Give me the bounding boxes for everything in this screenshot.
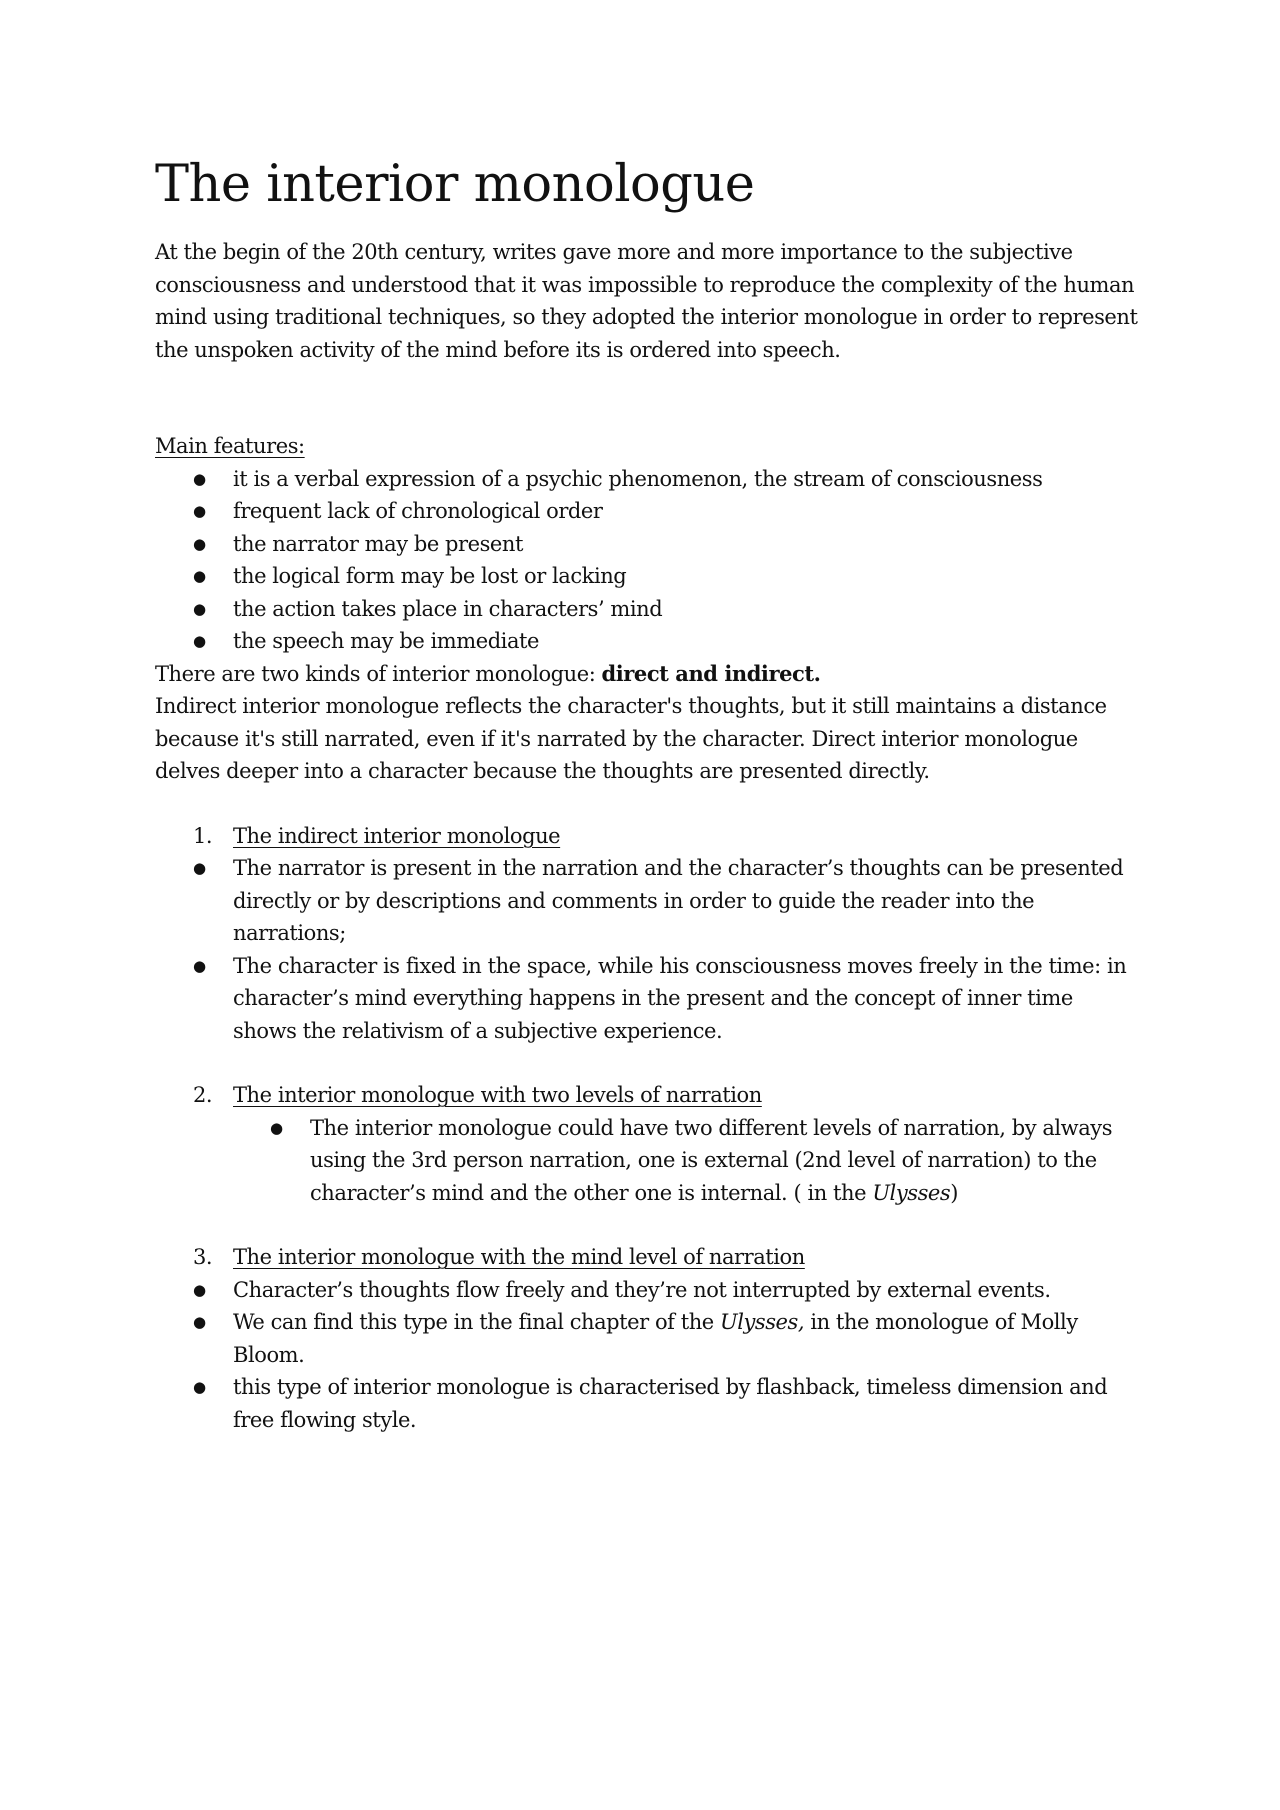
section-heading: 3. The interior monologue with the mind level of narration bbox=[193, 1245, 805, 1269]
list-item: ● We can find this type in the final chapter of the Ulysses, in the monologue of Molly Bloom. bbox=[155, 1306, 1140, 1371]
spacer bbox=[155, 366, 1140, 430]
section-two-levels bbox=[155, 1079, 1140, 1209]
list-item: ● The interior monologue could have two different levels of narration, by always using the 3rd person narration, one is external (2nd level of narration) to the character’s mind and the other one is internal. ( in the Ulysses) bbox=[155, 1112, 1140, 1210]
list-item: ● the action takes place in characters’ mind bbox=[155, 593, 1140, 626]
bullet-icon: ● bbox=[193, 502, 206, 520]
kinds-sentence: There are two kinds of interior monologue: direct and indirect. bbox=[155, 660, 821, 686]
bullet-icon: ● bbox=[193, 859, 206, 877]
list-item: ● the logical form may be lost or lacking bbox=[155, 560, 1140, 593]
spacer bbox=[155, 1209, 1140, 1241]
bullet-icon: ● bbox=[193, 1280, 206, 1299]
features-list bbox=[155, 463, 1140, 658]
section-mind-level bbox=[155, 1241, 1140, 1436]
list-item: ● The character is fixed in the space, while his consciousness moves freely in the time: in character’s mind everything happens in the present and the concept of inner time shows the relativism of a subjective experience. bbox=[155, 950, 1140, 1048]
section-indirect bbox=[155, 820, 1140, 1048]
bullet-icon: ● bbox=[193, 599, 206, 618]
explanation-paragraph: Indirect interior monologue reflects the character's thoughts, but it still maintains a distance because it's still narrated, even if it's narrated by the character. Direct interior monologue delves deeper into a character because the thoughts are presented directly. bbox=[155, 694, 1107, 783]
bullet-icon: ● bbox=[193, 1378, 206, 1396]
list-item: ● this type of interior monologue is characterised by flashback, timeless dimension and free flowing style. bbox=[155, 1371, 1140, 1436]
bullet-icon: ● bbox=[193, 567, 206, 585]
bullet-icon: ● bbox=[193, 632, 206, 650]
bullet-icon: ● bbox=[193, 534, 206, 553]
list-item: ● it is a verbal expression of a psychic phenomenon, the stream of consciousness bbox=[155, 463, 1140, 496]
spacer bbox=[155, 1047, 1140, 1079]
features-heading: Main features: bbox=[155, 434, 305, 458]
list-item: ● the narrator may be present bbox=[155, 528, 1140, 561]
list-item: ● Character’s thoughts flow freely and they’re not interrupted by external events. bbox=[155, 1274, 1140, 1307]
kinds-emphasis: direct and indirect. bbox=[601, 660, 821, 686]
bullet-icon: ● bbox=[270, 1118, 283, 1137]
spacer bbox=[155, 788, 1140, 820]
section-heading: 1. The indirect interior monologue bbox=[193, 823, 561, 848]
bullet-icon: ● bbox=[193, 956, 206, 975]
list-item: ● the speech may be immediate bbox=[155, 625, 1140, 658]
page-title: The interior monologue bbox=[155, 155, 755, 214]
list-item: ● frequent lack of chronological order bbox=[155, 495, 1140, 528]
bullet-icon: ● bbox=[193, 1313, 206, 1331]
document-page bbox=[155, 150, 1140, 1436]
section-heading: 2. The interior monologue with two levels of narration bbox=[193, 1083, 762, 1107]
bullet-icon: ● bbox=[193, 469, 206, 488]
intro-paragraph: At the begin of the 20th century, writes gave more and more importance to the subjective consciousness and understood that it was impossible to reproduce the complexity of the human mind using traditional techniques, so they adopted the interior monologue in order to represent the unspoken activity of the mind before its is ordered into speech. bbox=[155, 240, 1138, 362]
list-item: ● The narrator is present in the narration and the character’s thoughts can be presented directly or by descriptions and comments in order to guide the reader into the narrations; bbox=[155, 852, 1140, 950]
